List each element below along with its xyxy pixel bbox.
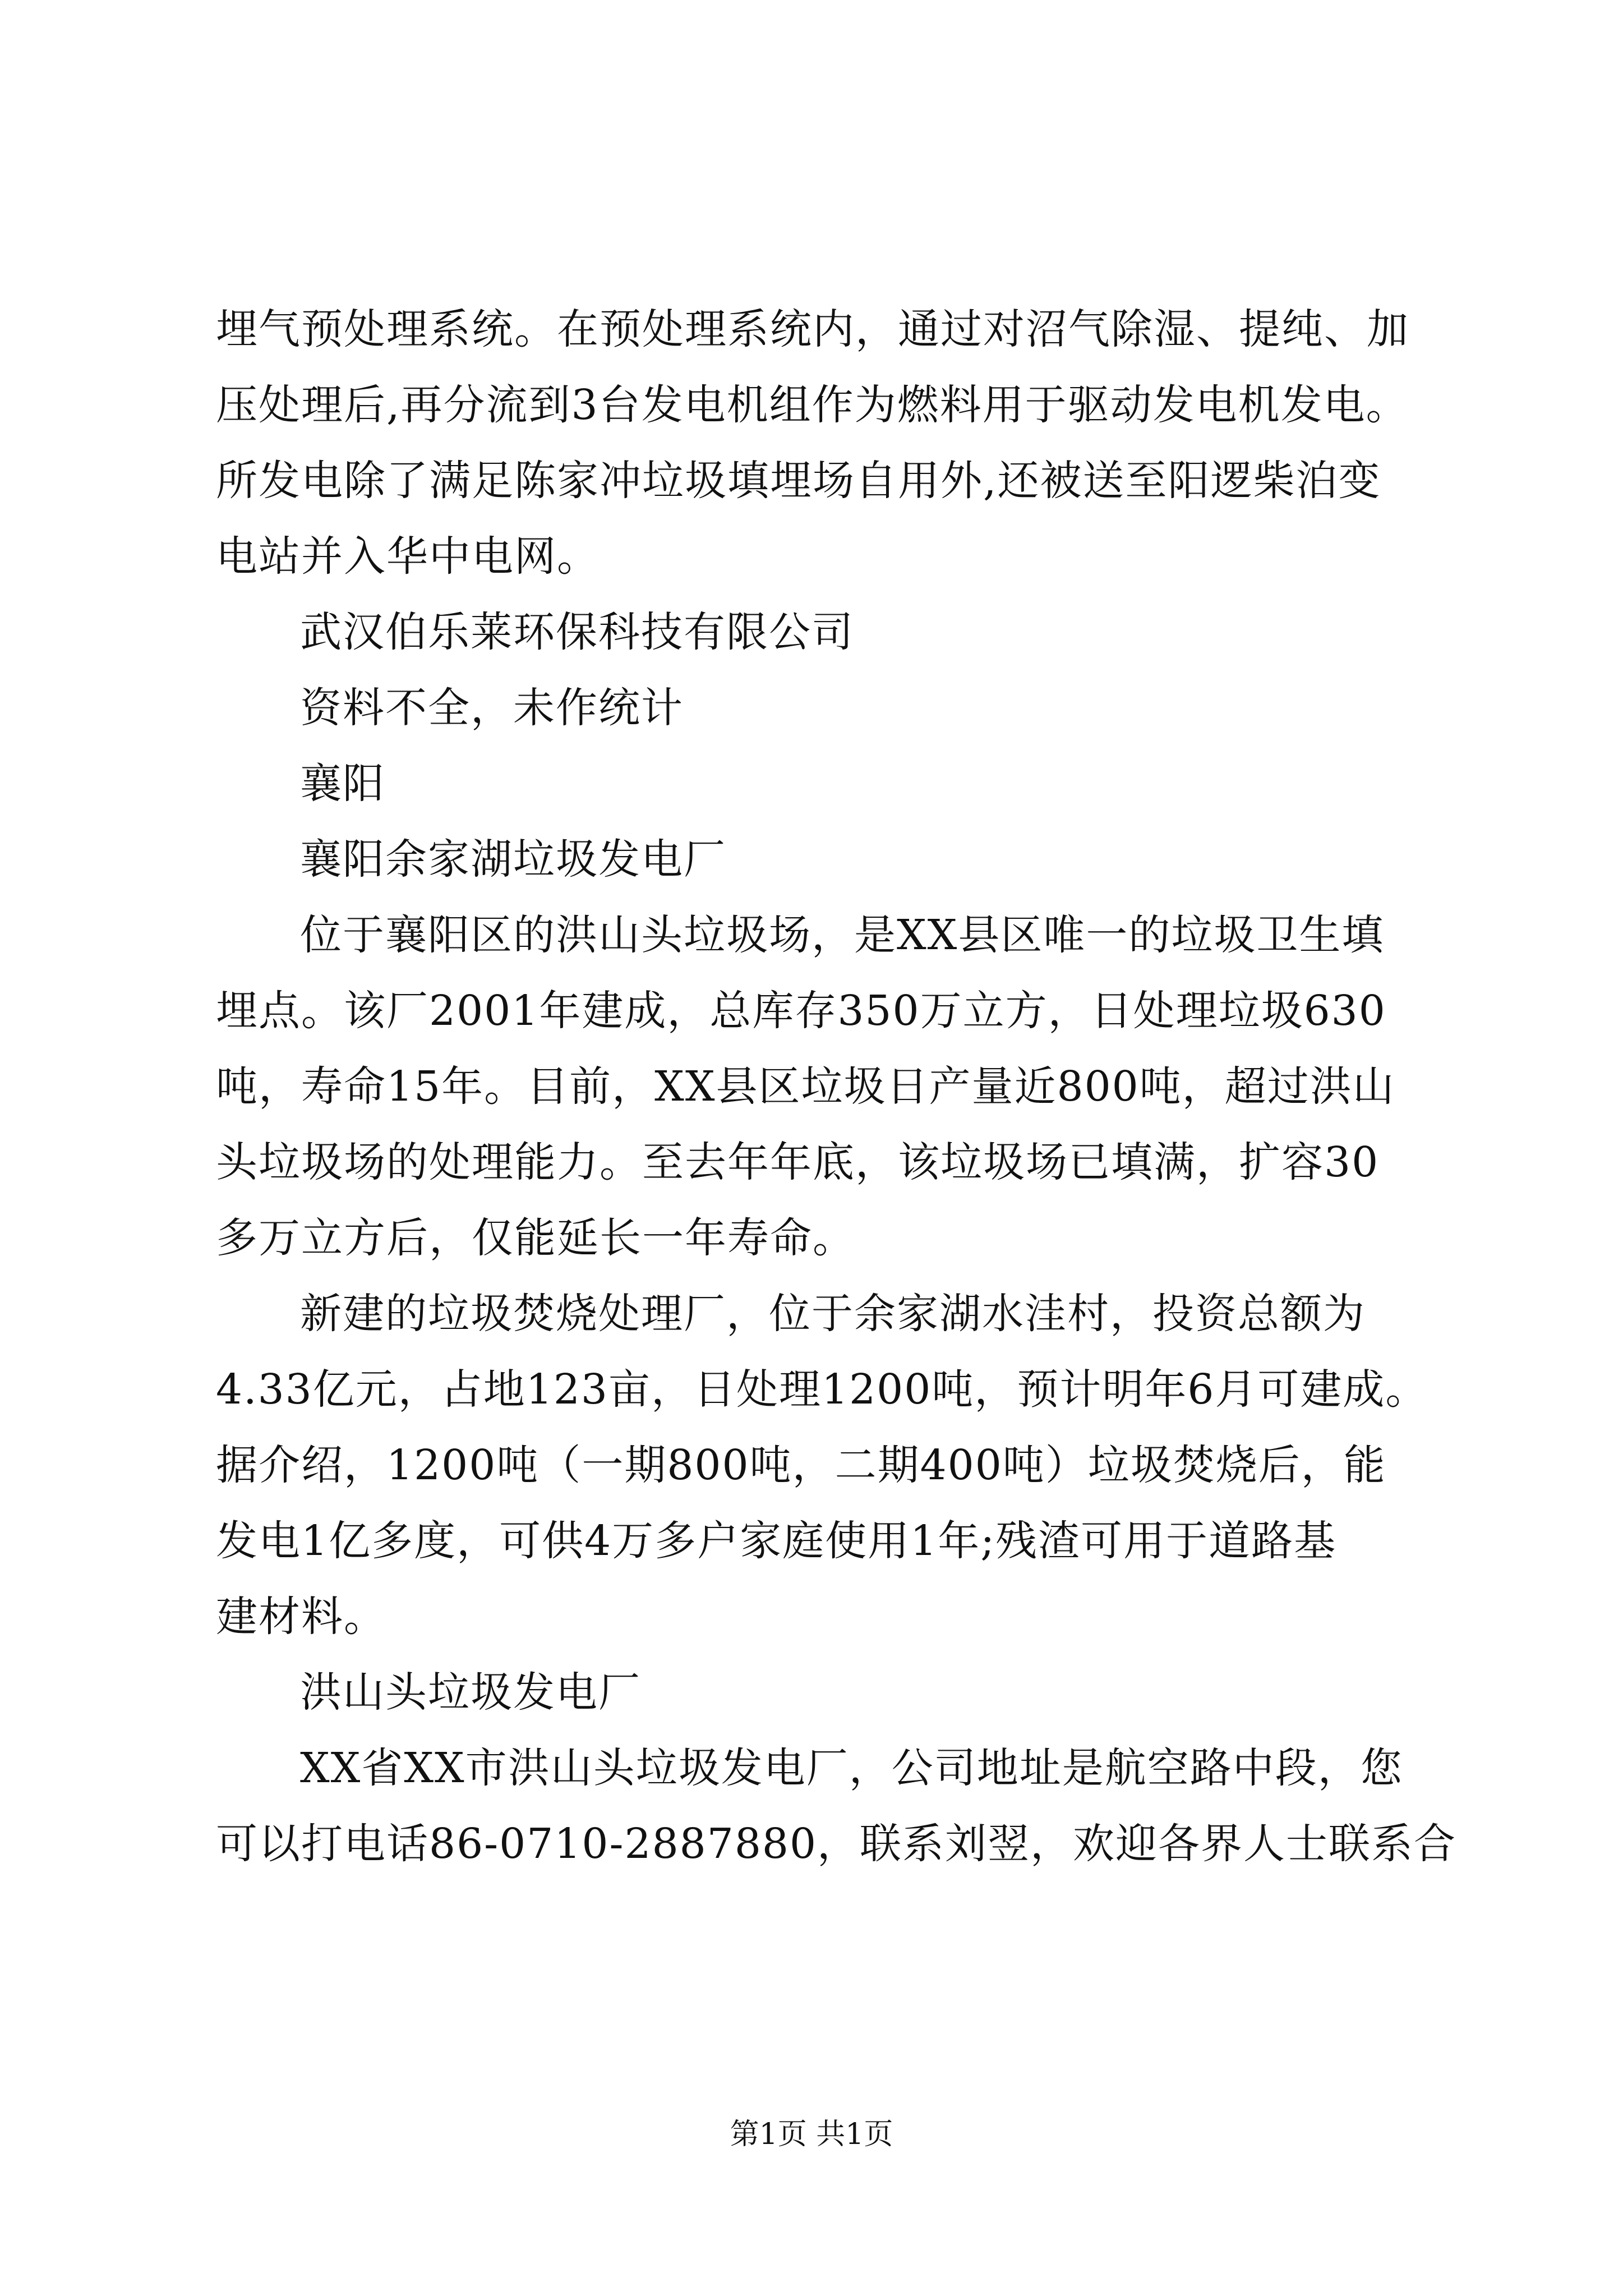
- text-line: 电站并入华中电网。: [216, 532, 600, 581]
- paragraph-start-line: 位于襄阳区的洪山头垃圾场，是XX县区唯一的垃圾卫生填: [300, 911, 1385, 959]
- plant-name-line: 襄阳余家湖垃圾发电厂: [300, 835, 726, 884]
- text-line: 头垃圾场的处理能力。至去年年底，该垃圾场已填满，扩容30: [216, 1138, 1380, 1186]
- text-line: 吨，寿命15年。目前，XX县区垃圾日产量近800吨，超过洪山: [216, 1062, 1395, 1111]
- section-heading: 襄阳: [300, 760, 385, 808]
- text-line: 资料不全，未作统计: [300, 684, 684, 732]
- text-line: 埋点。该厂2001年建成，总库存350万立方，日处理垃圾630: [216, 987, 1386, 1035]
- text-line: 可以打电话86-0710-2887880，联系刘翌，欢迎各界人士联系合: [216, 1820, 1457, 1868]
- document-body: [216, 292, 1467, 1882]
- company-name-line: 武汉伯乐莱环保科技有限公司: [300, 608, 854, 656]
- text-line: 发电1亿多度，可供4万多户家庭使用1年;残渣可用于道路基: [216, 1517, 1337, 1565]
- page-footer: 第1页 共1页: [730, 2118, 893, 2151]
- paragraph-start-line: XX省XX市洪山头垃圾发电厂，公司地址是航空路中段，您: [300, 1744, 1403, 1792]
- text-line: 压处理后,再分流到3台发电机组作为燃料用于驱动发电机发电。: [216, 381, 1409, 429]
- text-line: 4.33亿元，占地123亩，日处理1200吨，预计明年6月可建成。: [216, 1365, 1428, 1414]
- plant-name-line: 洪山头垃圾发电厂: [300, 1668, 641, 1717]
- text-line: 埋气预处理系统。在预处理系统内，通过对沼气除湿、提纯、加: [216, 305, 1409, 353]
- text-line: 多万立方后，仅能延长一年寿命。: [216, 1214, 855, 1262]
- paragraph-start-line: 新建的垃圾焚烧处理厂，位于余家湖水洼村，投资总额为: [300, 1290, 1366, 1338]
- text-line: 建材料。: [216, 1593, 386, 1641]
- text-line: 所发电除了满足陈家冲垃圾填埋场自用外,还被送至阳逻柴泊变: [216, 457, 1381, 505]
- text-line: 据介绍，1200吨（一期800吨，二期400吨）垃圾焚烧后，能: [216, 1441, 1386, 1489]
